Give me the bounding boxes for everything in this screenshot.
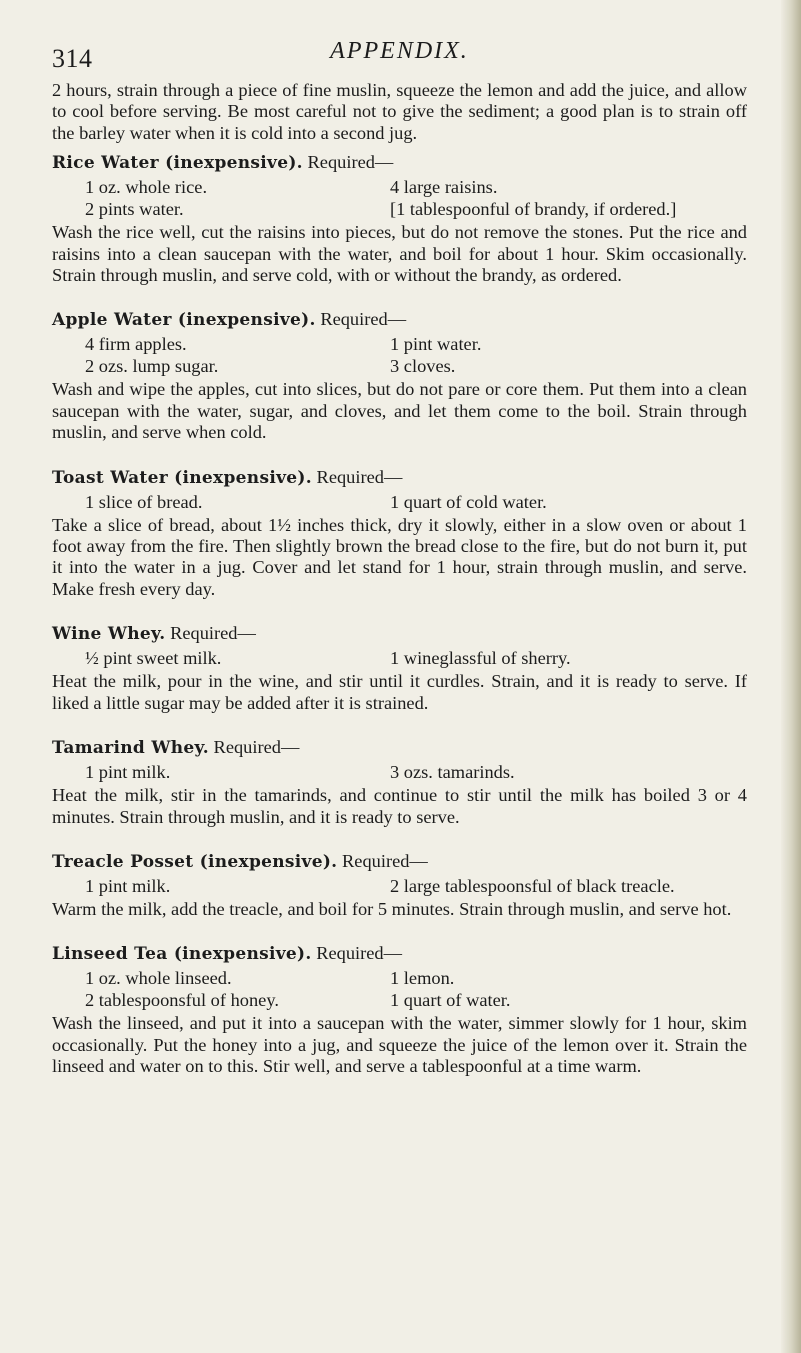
recipe-title: Wine Whey. bbox=[52, 624, 166, 645]
page-number: 314 bbox=[52, 44, 93, 73]
recipe-title: Rice Water (inexpensive). bbox=[52, 153, 303, 174]
recipe-section bbox=[52, 622, 747, 714]
ingredient-list bbox=[52, 333, 747, 377]
page-header bbox=[52, 36, 747, 80]
ingredient-row bbox=[52, 875, 747, 897]
book-page bbox=[52, 36, 747, 1078]
ingredient-row bbox=[52, 967, 747, 989]
required-label: Required— bbox=[320, 309, 407, 330]
ingredient-left: 1 pint milk. bbox=[85, 762, 171, 783]
ingredient-right: 1 wineglassful of sherry. bbox=[390, 648, 571, 669]
ingredient-row bbox=[52, 333, 747, 355]
recipe-title-line bbox=[52, 736, 747, 760]
recipe-section bbox=[52, 942, 747, 1077]
ingredient-left: 1 slice of bread. bbox=[85, 491, 203, 512]
required-label: Required— bbox=[213, 737, 300, 758]
recipe-title-line bbox=[52, 151, 747, 175]
ingredient-list bbox=[52, 875, 747, 897]
ingredient-left: 2 tablespoonsful of honey. bbox=[85, 990, 279, 1011]
ingredient-right: 3 cloves. bbox=[390, 356, 456, 377]
required-label: Required— bbox=[316, 466, 403, 487]
recipe-title: Toast Water (inexpensive). bbox=[52, 467, 312, 488]
recipe-title-line bbox=[52, 622, 747, 646]
required-label: Required— bbox=[316, 943, 403, 964]
ingredient-right: 1 pint water. bbox=[390, 334, 482, 355]
page-edge-shadow bbox=[781, 0, 801, 1353]
recipe-title: Apple Water (inexpensive). bbox=[52, 310, 316, 331]
recipe-title-line bbox=[52, 308, 747, 332]
ingredient-left: 4 firm apples. bbox=[85, 334, 187, 355]
ingredient-right: [1 tablespoonful of brandy, if ordered.] bbox=[390, 199, 677, 220]
running-title: APPENDIX. bbox=[330, 38, 469, 64]
recipe-section bbox=[52, 151, 747, 286]
intro-paragraph: 2 hours, strain through a piece of fine muslin, squeeze the lemon and add the juice, and allow to cool before serving. Be most careful not to give the sediment; a good plan is to strain off the barley water when it is cold into a second jug. bbox=[52, 80, 747, 143]
ingredient-right: 4 large raisins. bbox=[390, 177, 498, 198]
recipe-title: Tamarind Whey. bbox=[52, 738, 209, 759]
ingredient-row bbox=[52, 198, 747, 220]
recipe-section bbox=[52, 736, 747, 828]
recipe-title-line bbox=[52, 942, 747, 966]
recipe-method: Heat the milk, stir in the tamarinds, and continue to stir until the milk has boiled 3 or 4 minutes. Strain through muslin, and it is ready to serve. bbox=[52, 785, 747, 827]
recipe-title: Linseed Tea (inexpensive). bbox=[52, 944, 312, 965]
ingredient-row bbox=[52, 647, 747, 669]
required-label: Required— bbox=[170, 623, 256, 644]
ingredient-row bbox=[52, 989, 747, 1011]
recipe-method: Wash the linseed, and put it into a saucepan with the water, simmer slowly for 1 hour, skim occasionally. Put the honey into a jug, and squeeze the juice of the lemon over it. Strain the linseed and water on to this. Stir well, and serve a tablespoonful at a time warm. bbox=[52, 1013, 747, 1077]
ingredient-left: 2 pints water. bbox=[85, 199, 184, 220]
recipe-method: Take a slice of bread, about 1½ inches thick, dry it slowly, either in a slow oven or about 1 foot away from the fire. Then slightly brown the bread close to the fire, but do not burn it, put it into the water in a jug. Cover and let stand for 1 hour, strain through muslin, and serve. Make fresh every day. bbox=[52, 514, 747, 599]
ingredient-row bbox=[52, 491, 747, 513]
ingredient-list bbox=[52, 176, 747, 220]
ingredient-list bbox=[52, 967, 747, 1011]
ingredient-left: 1 pint milk. bbox=[85, 875, 171, 896]
recipe-method: Heat the milk, pour in the wine, and stir until it curdles. Strain, and it is ready to serve. If liked a little sugar may be added after it is strained. bbox=[52, 671, 747, 713]
ingredient-list bbox=[52, 761, 747, 783]
recipe-title: Treacle Posset (inexpensive). bbox=[52, 851, 338, 872]
ingredient-row bbox=[52, 355, 747, 377]
ingredient-left: 1 oz. whole rice. bbox=[85, 177, 208, 198]
recipe-title-line bbox=[52, 850, 747, 874]
ingredient-left: ½ pint sweet milk. bbox=[85, 648, 222, 669]
ingredient-left: 1 oz. whole linseed. bbox=[85, 968, 232, 989]
ingredient-right: 1 lemon. bbox=[390, 968, 455, 989]
recipe-title-line bbox=[52, 466, 747, 490]
recipe-method: Warm the milk, add the treacle, and boil for 5 minutes. Strain through muslin, and serve hot. bbox=[52, 898, 732, 919]
ingredient-row bbox=[52, 761, 747, 783]
ingredient-right: 3 ozs. tamarinds. bbox=[390, 762, 515, 783]
recipe-method: Wash and wipe the apples, cut into slices, but do not pare or core them. Put them into a clean saucepan with the water, sugar, and cloves, and let them come to the boil. Strain through muslin, and serve when cold. bbox=[52, 379, 747, 443]
recipe-section bbox=[52, 308, 747, 443]
ingredient-list bbox=[52, 647, 747, 669]
required-label: Required— bbox=[342, 850, 428, 871]
ingredient-right: 2 large tablespoonsful of black treacle. bbox=[390, 875, 675, 896]
recipe-method: Wash the rice well, cut the raisins into pieces, but do not remove the stones. Put the rice and raisins into a clean saucepan with the water, and boil for about 1 hour. Skim occasionally. Strain through muslin, and serve cold, with or without the brandy, as ordered. bbox=[52, 222, 747, 286]
ingredient-right: 1 quart of cold water. bbox=[390, 491, 547, 512]
ingredient-left: 2 ozs. lump sugar. bbox=[85, 356, 219, 377]
ingredient-row bbox=[52, 176, 747, 198]
required-label: Required— bbox=[307, 152, 394, 173]
recipe-section bbox=[52, 850, 747, 920]
ingredient-list bbox=[52, 491, 747, 513]
recipe-section bbox=[52, 466, 747, 601]
ingredient-right: 1 quart of water. bbox=[390, 990, 511, 1011]
recipe-list bbox=[52, 151, 747, 1077]
